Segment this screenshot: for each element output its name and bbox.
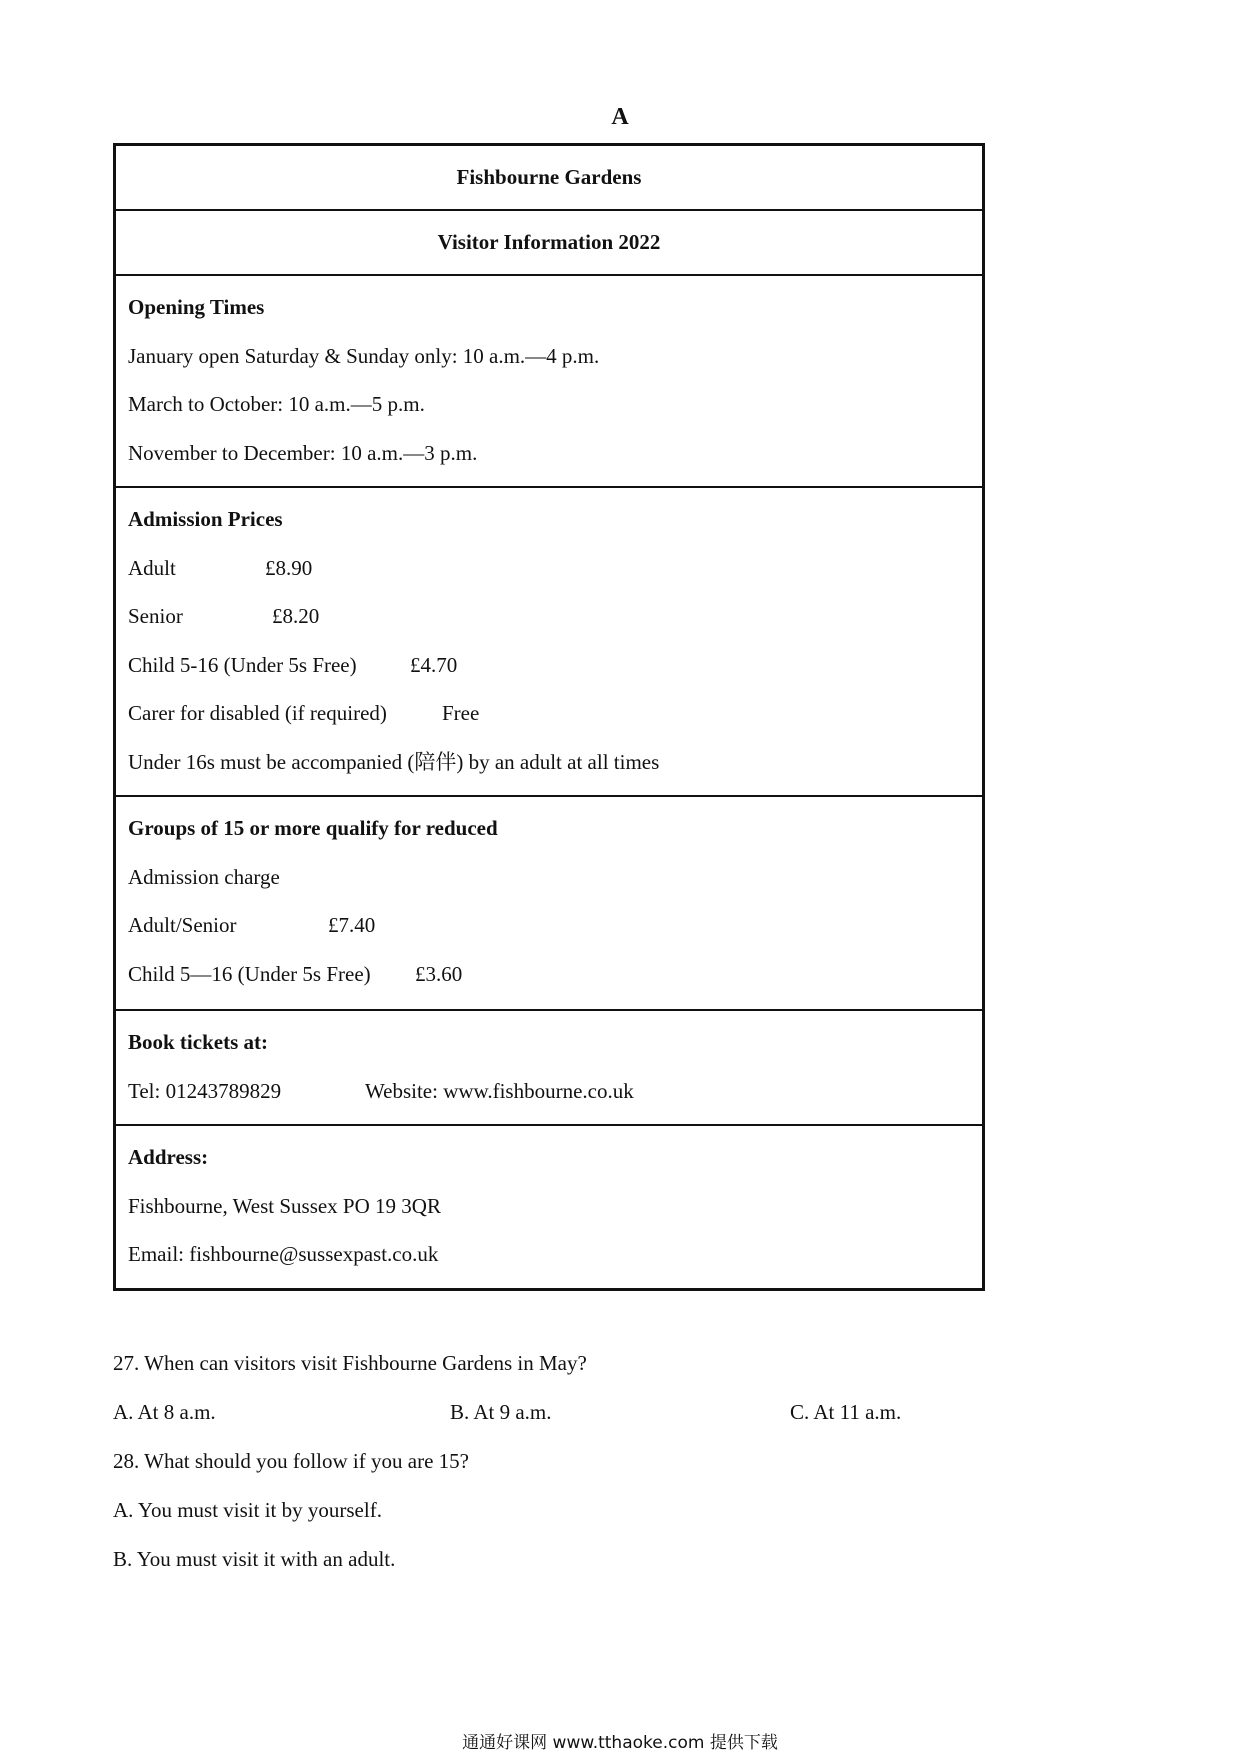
address-line: Fishbourne, West Sussex PO 19 3QR [128, 1193, 441, 1218]
booking-website: Website: www.fishbourne.co.uk [365, 1078, 634, 1103]
booking-heading: Book tickets at: [128, 1030, 268, 1054]
question-27-options [113, 1399, 1113, 1448]
group-heading: Groups of 15 or more qualify for reduced [128, 816, 498, 840]
q28-option-b: B. You must visit it with an adult. [113, 1547, 396, 1571]
opening-times-heading: Opening Times [128, 295, 265, 319]
adult-senior-price: £7.40 [328, 913, 376, 937]
carer-label: Carer for disabled (if required) [128, 701, 387, 725]
address-heading: Address: [128, 1145, 209, 1169]
booking-section [116, 1011, 982, 1126]
admission-heading: Admission Prices [128, 507, 283, 531]
child-price: £4.70 [410, 652, 458, 677]
q27-option-a: A. At 8 a.m. [113, 1400, 216, 1424]
carer-price: Free [442, 701, 480, 725]
address-section [116, 1126, 982, 1288]
footer-watermark: 通通好课网 www.tthaoke.com 提供下载 [462, 1733, 778, 1753]
opening-line: November to December: 10 a.m.—3 p.m. [128, 440, 478, 465]
question-27: 27. When can visitors visit Fishbourne Gardens in May? [113, 1351, 587, 1375]
opening-times-section [116, 276, 982, 488]
q27-option-b: B. At 9 a.m. [450, 1400, 552, 1424]
senior-price: £8.20 [272, 604, 320, 628]
senior-label: Senior [128, 604, 183, 628]
questions [113, 1350, 1113, 1595]
group-child-label: Child 5—16 (Under 5s Free) [128, 961, 371, 986]
adult-label: Adult [128, 555, 176, 580]
admission-prices-section [116, 488, 982, 797]
visitor-info-table [113, 143, 985, 1291]
section-letter: A [611, 104, 629, 130]
child-label: Child 5-16 (Under 5s Free) [128, 652, 357, 677]
q27-option-c: C. At 11 a.m. [790, 1400, 902, 1424]
table-title: Fishbourne Gardens [116, 146, 982, 211]
adult-senior-label: Adult/Senior [128, 913, 237, 937]
opening-line: March to October: 10 a.m.—5 p.m. [128, 392, 425, 416]
question-28: 28. What should you follow if you are 15? [113, 1449, 469, 1473]
table-subtitle: Visitor Information 2022 [116, 211, 982, 276]
adult-price: £8.90 [265, 555, 313, 580]
group-prices-section [116, 797, 982, 1011]
opening-line: January open Saturday & Sunday only: 10 a.m.—4 p.m. [128, 343, 600, 368]
group-line: Admission charge [128, 864, 280, 889]
address-email: Email: fishbourne@sussexpast.co.uk [128, 1242, 439, 1266]
group-child-price: £3.60 [415, 961, 463, 986]
booking-tel: Tel: 01243789829 [128, 1078, 282, 1103]
q28-option-a: A. You must visit it by yourself. [113, 1498, 382, 1522]
accompany-note: Under 16s must be accompanied (陪伴) by an adult at all times [128, 749, 660, 774]
